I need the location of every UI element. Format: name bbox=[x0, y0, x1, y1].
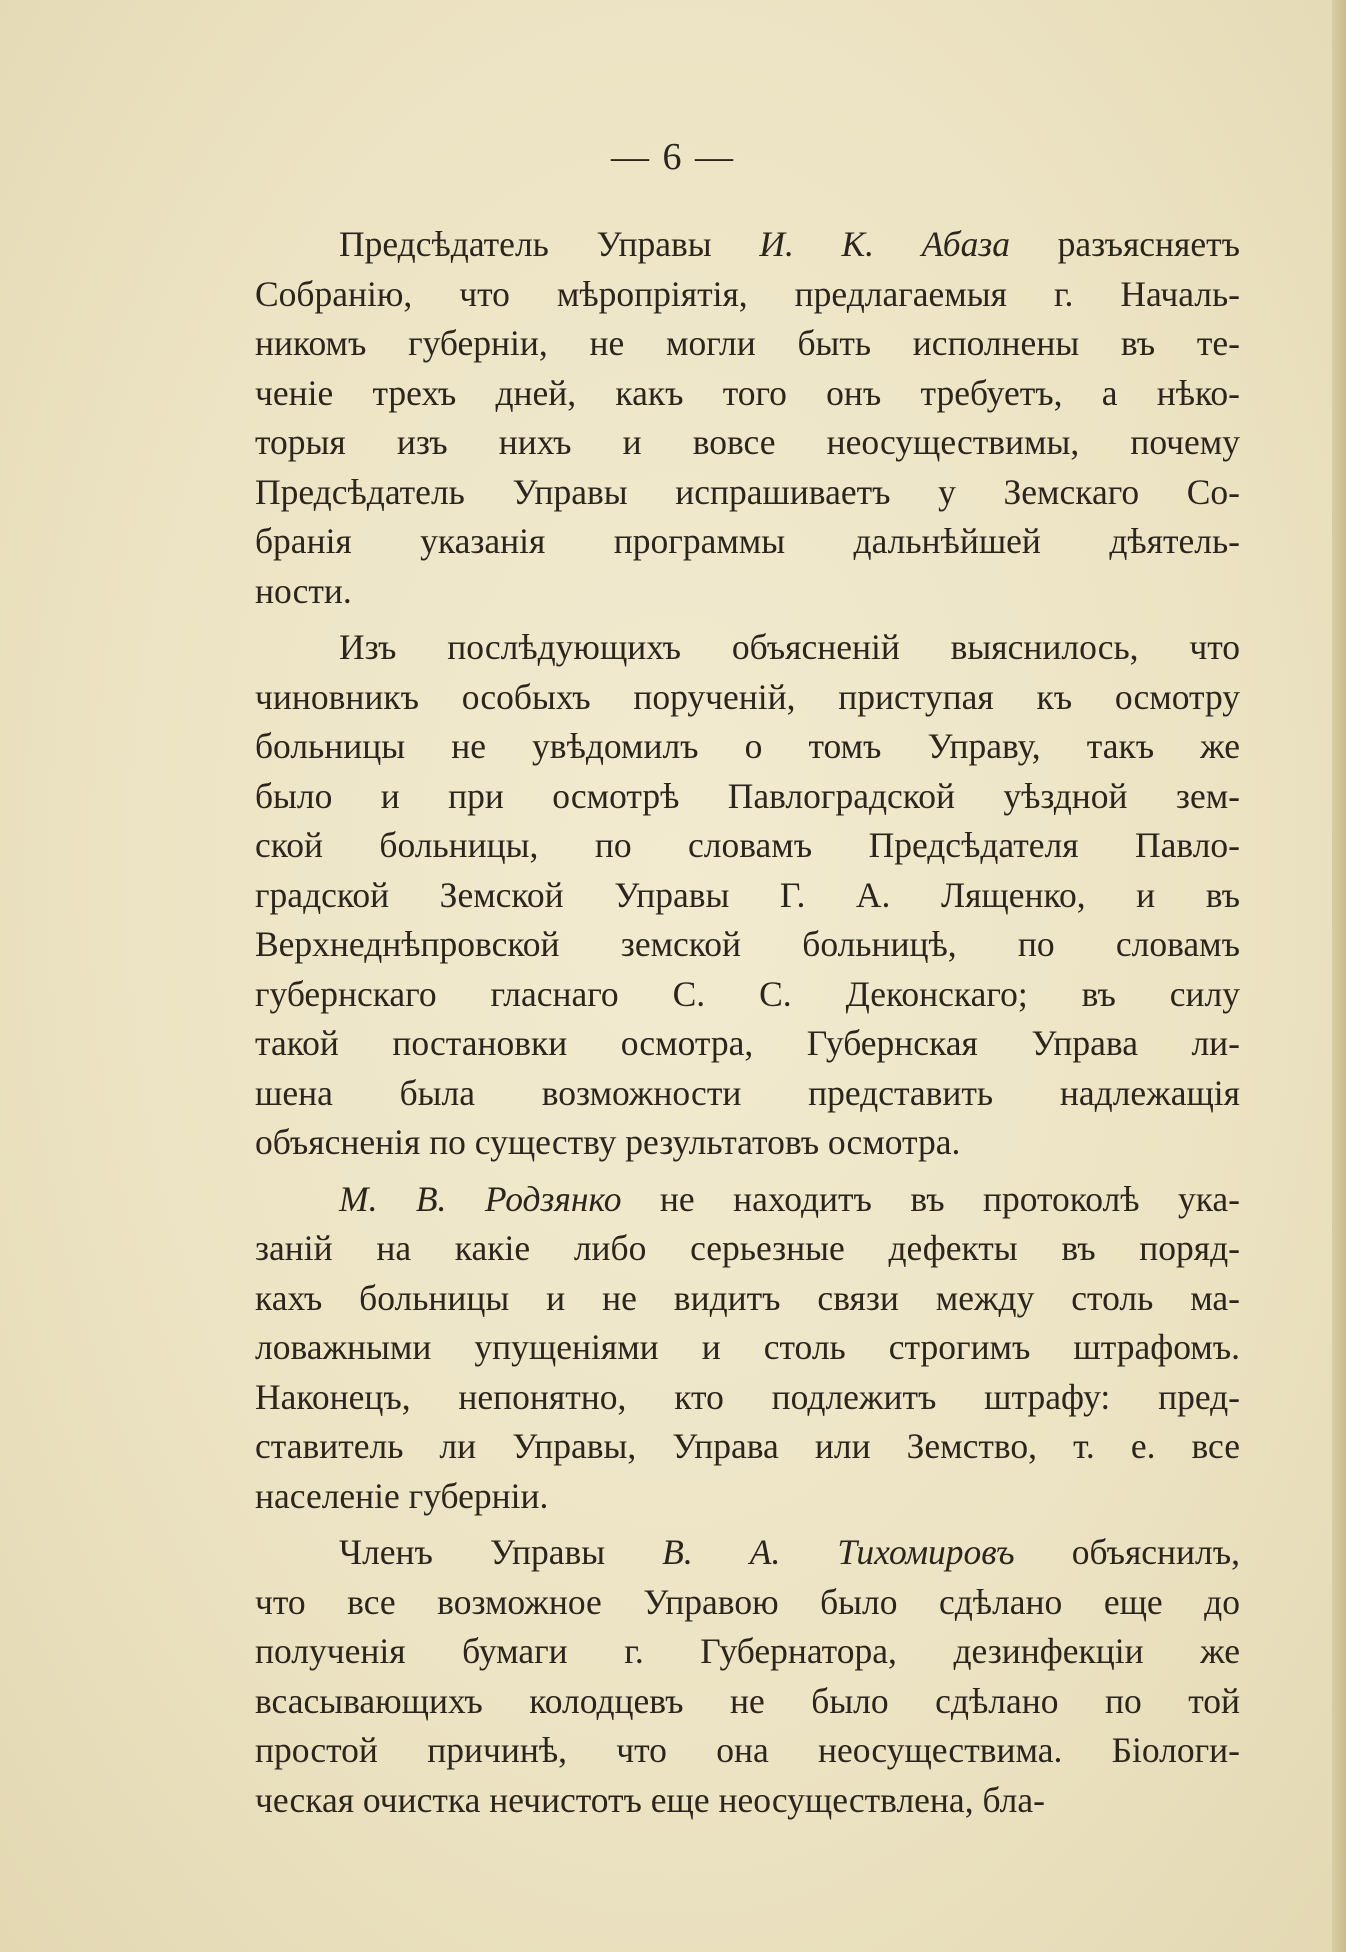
text-line: шена была возможности представить надлежащія bbox=[255, 1072, 1240, 1113]
text-line: такой постановки осмотра, Губернская Управа ли- bbox=[255, 1023, 1240, 1063]
text-line: объясненія по существу результатовъ осмотра. bbox=[255, 1122, 961, 1162]
text-line: простой причинѣ, что она неосуществима. Біологи- bbox=[255, 1730, 1240, 1770]
text-line bbox=[255, 1528, 1240, 1578]
page-number: — 6 — bbox=[611, 136, 735, 178]
text-line: губернскаго гласнаго С. С. Деконскаго; въ силу bbox=[255, 973, 1240, 1014]
text-line: ческая очистка нечистотъ еще неосуществлена, бла- bbox=[255, 1779, 1045, 1820]
text-line: ности. bbox=[255, 570, 352, 611]
text-line bbox=[255, 220, 1240, 270]
text-line: ской больницы, по словамъ Предсѣдателя Павло- bbox=[255, 825, 1240, 865]
text-line: чиновникъ особыхъ порученій, приступая къ осмотру bbox=[255, 676, 1240, 717]
text-line: населеніе губерніи. bbox=[255, 1475, 549, 1516]
text-segment: Предсѣдатель Управы bbox=[339, 224, 760, 264]
paragraph bbox=[255, 623, 1240, 1168]
text-segment: объяснилъ, bbox=[1014, 1532, 1241, 1572]
text-line: полученія бумаги г. Губернатора, дезинфекціи же bbox=[255, 1631, 1240, 1671]
text-line: было и при осмотрѣ Павлоградской уѣздной зем- bbox=[255, 775, 1240, 816]
paragraph bbox=[255, 1528, 1240, 1825]
text-line: кахъ больницы и не видитъ связи между столь ма- bbox=[255, 1277, 1240, 1318]
text-line: заній на какіе либо серьезные дефекты въ поряд- bbox=[255, 1228, 1240, 1268]
text-line: ловажными упущеніями и столь строгимъ штрафомъ. bbox=[255, 1327, 1240, 1367]
text-line: ченіе трехъ дней, какъ того онъ требуетъ, а нѣко- bbox=[255, 372, 1240, 413]
text-line: ставитель ли Управы, Управа или Земство, т. е. все bbox=[255, 1426, 1240, 1466]
text-segment: не находитъ въ протоколѣ ука- bbox=[621, 1178, 1240, 1219]
text-line: Верхнеднѣпровской земской больницѣ, по словамъ bbox=[255, 924, 1240, 964]
text-line: Изъ послѣдующихъ объясненій выяснилось, что bbox=[339, 627, 1240, 667]
text-line: никомъ губерніи, не могли быть исполнены въ те- bbox=[255, 323, 1240, 363]
text-line: что все возможное Управою было сдѣлано еще до bbox=[255, 1581, 1240, 1622]
speaker-name: И. К. Абаза bbox=[759, 224, 1010, 264]
text-line bbox=[255, 1175, 1240, 1225]
text-line: торыя изъ нихъ и вовсе неосуществимы, почему bbox=[255, 422, 1240, 462]
text-line: бранія указанія программы дальнѣйшей дѣятель- bbox=[255, 521, 1240, 561]
text-line: градской Земской Управы Г. А. Лященко, и въ bbox=[255, 874, 1240, 915]
text-line: Собранію, что мѣропріятія, предлагаемыя г. Началь- bbox=[255, 273, 1240, 314]
page-edge-shadow bbox=[1332, 0, 1346, 1952]
speaker-name: В. А. Тихомировъ bbox=[662, 1532, 1015, 1572]
text-line: Предсѣдатель Управы испрашиваетъ у Земскаго Со- bbox=[255, 471, 1240, 512]
text-line: Наконецъ, непонятно, кто подлежитъ штрафу: пред- bbox=[255, 1376, 1240, 1417]
body-text bbox=[255, 220, 1240, 1825]
paragraph bbox=[255, 1175, 1240, 1522]
text-line: больницы не увѣдомилъ о томъ Управу, такъ же bbox=[255, 726, 1240, 766]
paragraph bbox=[255, 220, 1240, 616]
text-line: всасывающихъ колодцевъ не было сдѣлано по той bbox=[255, 1680, 1240, 1721]
text-segment: разъясняетъ bbox=[1010, 224, 1240, 264]
text-segment: Членъ Управы bbox=[339, 1532, 663, 1572]
speaker-name: М. В. Родзянко bbox=[339, 1178, 622, 1219]
